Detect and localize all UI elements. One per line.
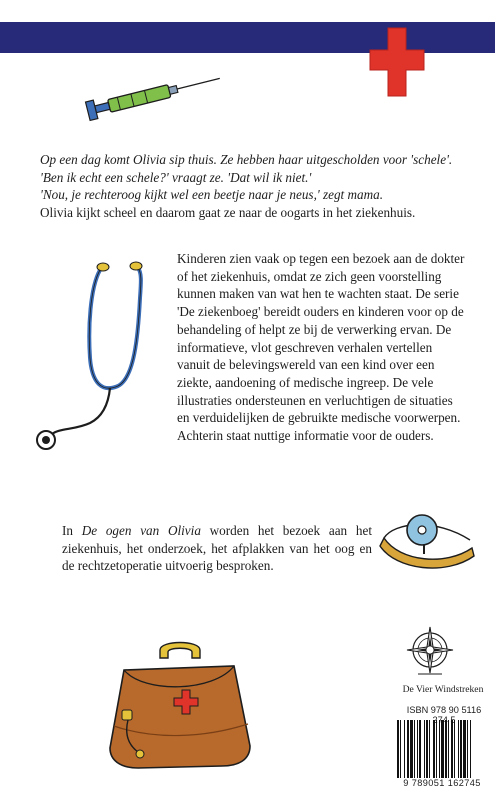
doctor-bag-icon xyxy=(104,636,254,771)
isbn-text: ISBN 978 90 5116 274 xyxy=(406,705,482,725)
book-summary xyxy=(62,522,372,575)
intro-line: Olivia kijkt scheel en daarom gaat ze naar de oogarts in het ziekenhuis. xyxy=(40,204,416,220)
head-mirror-icon xyxy=(376,510,478,582)
book-title: De ogen van Olivia xyxy=(81,523,201,538)
series-description: Kinderen zien vaak op tegen een bezoek aan de dokter of het ziekenhuis, omdat ze zich geen voorstelling kunnen maken van wat hen te wachten staat. De serie 'De ziekenboeg' bereidt ouders en kinderen voor op de behandeling of helpt ze bij de verwerking ervan. De informatieve, vlot geschreven verhalen vertellen vanuit de belevingswereld van een kind over een ziekte, aandoening of medische ingreep. De vele illustraties ondersteunen en verluchtigen de situaties en verduidelijken de gebruikte medische voorwerpen. Achterin staat nuttige informatie voor de ouders. xyxy=(177,251,465,444)
barcode-digits: 9 789051 162745 xyxy=(403,778,481,788)
compass-rose-emblem-icon xyxy=(404,624,456,680)
intro-text xyxy=(40,151,482,221)
intro-line: 'Nou, je rechteroog kijkt wel een beetje naar je neus,' zegt mama. xyxy=(40,187,384,202)
syringe-icon xyxy=(76,70,226,122)
red-cross-icon xyxy=(366,24,428,100)
summary-prefix: In xyxy=(62,523,82,538)
intro-line: 'Ben ik echt een schele?' vraagt ze. 'Dat wil ik niet.' xyxy=(40,169,312,185)
barcode-icon xyxy=(396,720,492,778)
publisher-name: De Vier Windstreken xyxy=(402,684,484,695)
stethoscope-icon xyxy=(30,258,160,463)
intro-line: Op een dag komt Olivia sip thuis. Ze hebben haar uitgescholden voor 'schele'. xyxy=(40,152,453,167)
summary-rest: worden het bezoek aan het ziekenhuis, het onderzoek, het afplakken van het oog en de rechtzetoperatie uitvoerig besproken. xyxy=(62,523,372,574)
